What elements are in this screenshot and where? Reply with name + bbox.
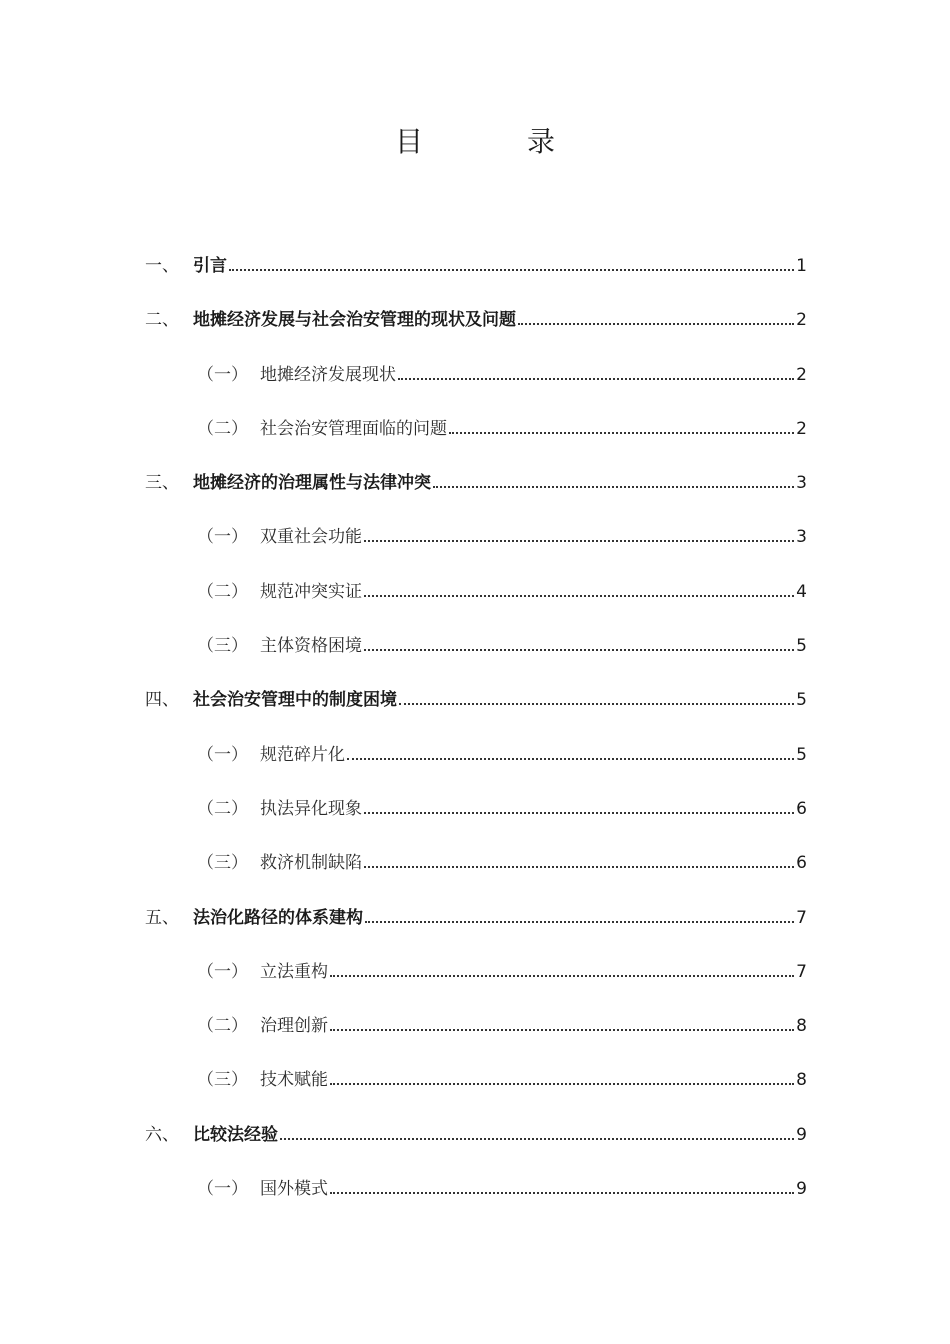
toc-entry-page: 9: [796, 1179, 807, 1200]
toc-entry-page: 7: [796, 961, 807, 982]
toc-entry-label: 技术赋能: [260, 1070, 328, 1091]
toc-entry-label: 规范碎片化: [260, 744, 345, 765]
toc-entry[interactable]: [145, 739, 807, 793]
toc-entry-page: 1: [796, 256, 807, 276]
toc-dot-leader: [364, 866, 794, 868]
toc-entry[interactable]: [145, 1064, 807, 1118]
toc-entry[interactable]: [145, 1010, 807, 1064]
toc-entry-number: （二）: [197, 418, 248, 439]
toc-entry[interactable]: [145, 902, 807, 956]
toc-entry-label: 引言: [193, 256, 227, 276]
toc-entry[interactable]: [145, 684, 807, 738]
toc-entry-page: 4: [796, 581, 807, 602]
toc-dot-leader: [347, 758, 794, 760]
toc-entry-number: （二）: [197, 1016, 248, 1037]
toc-entry-page: 3: [796, 473, 807, 494]
toc-entry-page: 6: [796, 853, 807, 874]
toc-entry-label: 立法重构: [260, 961, 328, 982]
toc-entry-number: 二、: [145, 310, 179, 331]
toc-entry[interactable]: [145, 956, 807, 1010]
toc-dot-leader: [364, 649, 794, 651]
toc-entry-label: 治理创新: [260, 1016, 328, 1037]
toc-entry-label: 地摊经济的治理属性与法律冲突: [193, 473, 431, 494]
toc-entry-number: （二）: [197, 798, 248, 819]
toc-entry-page: 8: [796, 1016, 807, 1037]
toc-entry-page: 5: [796, 636, 807, 657]
toc-entry-label: 国外模式: [260, 1179, 328, 1200]
toc-entry-label: 比较法经验: [193, 1124, 278, 1145]
toc-entry-label: 主体资格困境: [260, 636, 362, 657]
toc-entry-page: 6: [796, 798, 807, 819]
toc-entry[interactable]: [145, 250, 807, 304]
toc-entry-number: 一、: [145, 256, 179, 276]
toc-entry-page: 7: [796, 907, 807, 928]
toc-entry-page: 9: [796, 1124, 807, 1145]
toc-entry-page: 8: [796, 1070, 807, 1091]
toc-entry-label: 法治化路径的体系建构: [193, 907, 363, 928]
toc-entry[interactable]: [145, 576, 807, 630]
toc-dot-leader: [398, 378, 794, 380]
toc-entry[interactable]: [145, 413, 807, 467]
toc-entry-number: （三）: [197, 853, 248, 874]
toc-entry[interactable]: [145, 304, 807, 358]
toc-entry-number: （三）: [197, 1070, 248, 1091]
toc-dot-leader: [330, 1029, 794, 1031]
toc-entry-number: 六、: [145, 1124, 179, 1145]
toc-entry-page: 2: [796, 418, 807, 439]
toc-entry-number: （一）: [197, 744, 248, 765]
toc-entry-number: （一）: [197, 1179, 248, 1200]
toc-entry-number: 三、: [145, 473, 179, 494]
toc-entry[interactable]: [145, 1119, 807, 1173]
toc-entry-label: 社会治安管理中的制度困境: [193, 690, 397, 711]
toc-entry-page: 2: [796, 364, 807, 385]
toc-entry[interactable]: [145, 467, 807, 521]
toc-dot-leader: [330, 1083, 794, 1085]
toc-entry-label: 地摊经济发展现状: [260, 364, 396, 385]
toc-entry-page: 3: [796, 527, 807, 548]
toc-entry[interactable]: [145, 1173, 807, 1227]
toc-dot-leader: [330, 975, 794, 977]
toc-dot-leader: [518, 323, 794, 325]
toc-entry-page: 5: [796, 690, 807, 711]
toc-entry-number: （一）: [197, 961, 248, 982]
toc-entry-label: 执法异化现象: [260, 798, 362, 819]
toc-entry-label: 双重社会功能: [260, 527, 362, 548]
toc-dot-leader: [449, 432, 794, 434]
toc-dot-leader: [364, 540, 794, 542]
toc-dot-leader: [433, 486, 794, 488]
toc-entry-number: （三）: [197, 636, 248, 657]
toc-entry-number: （一）: [197, 527, 248, 548]
toc-dot-leader: [364, 812, 794, 814]
toc-entry[interactable]: [145, 359, 807, 413]
toc-entry-label: 社会治安管理面临的问题: [260, 418, 447, 439]
toc-entry-number: （一）: [197, 364, 248, 385]
toc-dot-leader: [364, 595, 794, 597]
toc-entry-number: 四、: [145, 690, 179, 711]
toc-dot-leader: [229, 269, 794, 271]
toc-entry-number: 五、: [145, 907, 179, 928]
toc-entry-label: 规范冲突实证: [260, 581, 362, 602]
toc-dot-leader: [365, 921, 794, 923]
table-of-contents: [145, 250, 807, 1227]
toc-dot-leader: [330, 1192, 794, 1194]
toc-entry-label: 救济机制缺陷: [260, 853, 362, 874]
toc-entry[interactable]: [145, 847, 807, 901]
toc-dot-leader: [399, 703, 794, 705]
toc-dot-leader: [280, 1138, 794, 1140]
toc-entry[interactable]: [145, 521, 807, 575]
toc-entry-page: 5: [796, 744, 807, 765]
page-title: 目 录: [394, 125, 593, 158]
toc-entry[interactable]: [145, 793, 807, 847]
toc-entry-number: （二）: [197, 581, 248, 602]
toc-entry-label: 地摊经济发展与社会治安管理的现状及问题: [193, 310, 516, 331]
toc-entry[interactable]: [145, 630, 807, 684]
toc-entry-page: 2: [796, 310, 807, 331]
